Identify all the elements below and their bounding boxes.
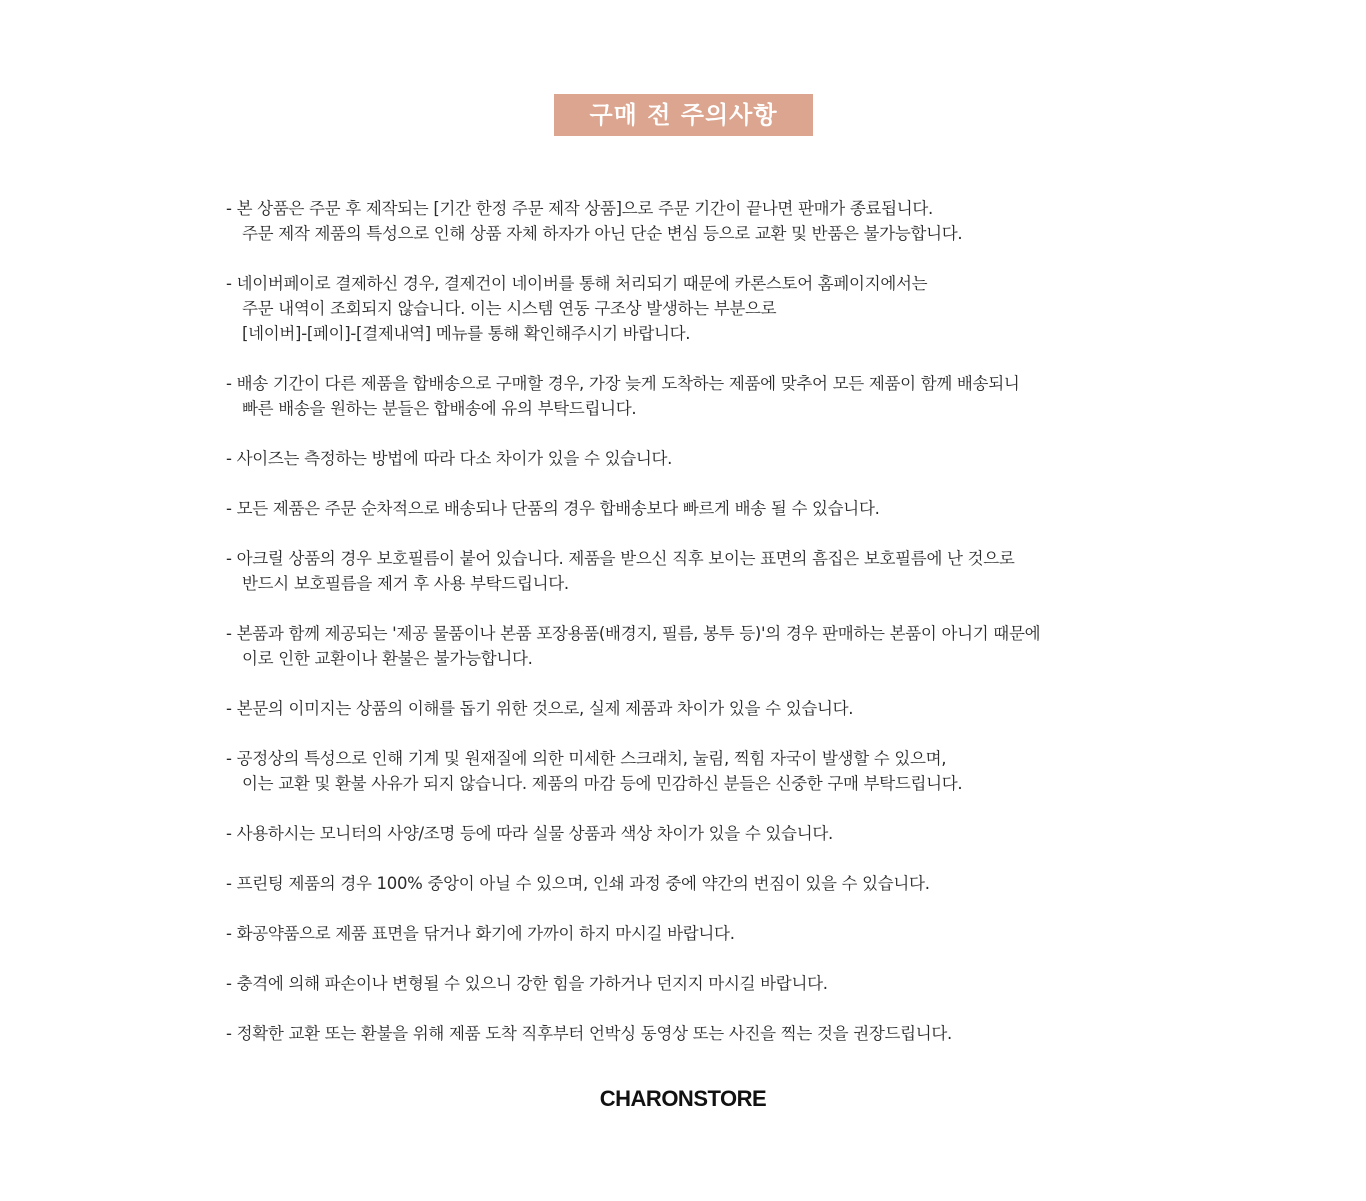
page-title: 구매 전 주의사항 [554, 94, 813, 136]
notice-item [226, 746, 1156, 796]
notice-item [226, 921, 1156, 946]
notice-line: - 정확한 교환 또는 환불을 위해 제품 도착 직후부터 언박싱 동영상 또는 사진을 찍는 것을 권장드립니다. [226, 1024, 952, 1043]
notice-item [226, 971, 1156, 996]
notice-line: - 네이버페이로 결제하신 경우, 결제건이 네이버를 통해 처리되기 때문에 카론스토어 홈페이지에서는 [226, 274, 928, 293]
notice-line: 이는 교환 및 환불 사유가 되지 않습니다. 제품의 마감 등에 민감하신 분들은 신중한 구매 부탁드립니다. [242, 774, 963, 793]
notice-line: - 본 상품은 주문 후 제작되는 [기간 한정 주문 제작 상품]으로 주문 기간이 끝나면 판매가 종료됩니다. [226, 199, 933, 218]
notice-item [226, 496, 1156, 521]
notice-item [226, 271, 1156, 346]
notice-item [226, 546, 1156, 596]
notice-item [226, 196, 1156, 246]
notice-list [226, 196, 1156, 1071]
notice-line: - 아크릴 상품의 경우 보호필름이 붙어 있습니다. 제품을 받으신 직후 보이는 표면의 흠집은 보호필름에 난 것으로 [226, 549, 1015, 568]
brand-logo: CHARONSTORE [599, 1086, 767, 1111]
notice-item [226, 696, 1156, 721]
notice-line: - 본품과 함께 제공되는 '제공 물품이나 본품 포장용품(배경지, 필름, 봉투 등)'의 경우 판매하는 본품이 아니기 때문에 [226, 624, 1041, 643]
notice-item [226, 1021, 1156, 1046]
notice-line: - 사용하시는 모니터의 사양/조명 등에 따라 실물 상품과 색상 차이가 있을 수 있습니다. [226, 824, 833, 843]
notice-line: - 본문의 이미지는 상품의 이해를 돕기 위한 것으로, 실제 제품과 차이가 있을 수 있습니다. [226, 699, 854, 718]
notice-line: 이로 인한 교환이나 환불은 불가능합니다. [242, 649, 533, 668]
notice-line: - 배송 기간이 다른 제품을 합배송으로 구매할 경우, 가장 늦게 도착하는 제품에 맞추어 모든 제품이 함께 배송되니 [226, 374, 1020, 393]
notice-line: - 공정상의 특성으로 인해 기계 및 원재질에 의한 미세한 스크래치, 눌림, 찍힘 자국이 발생할 수 있으며, [226, 749, 947, 768]
notice-item [226, 446, 1156, 471]
notice-line: [네이버]-[페이]-[결제내역] 메뉴를 통해 확인해주시기 바랍니다. [242, 324, 691, 343]
notice-line: - 프린팅 제품의 경우 100% 중앙이 아닐 수 있으며, 인쇄 과정 중에 약간의 번짐이 있을 수 있습니다. [226, 874, 930, 893]
notice-line: 반드시 보호필름을 제거 후 사용 부탁드립니다. [242, 574, 569, 593]
notice-item [226, 871, 1156, 896]
notice-line: 주문 내역이 조회되지 않습니다. 이는 시스템 연동 구조상 발생하는 부분으로 [242, 299, 777, 318]
notice-item [226, 371, 1156, 421]
notice-item [226, 821, 1156, 846]
notice-line: - 모든 제품은 주문 순차적으로 배송되나 단품의 경우 합배송보다 빠르게 배송 될 수 있습니다. [226, 499, 880, 518]
notice-line: - 화공약품으로 제품 표면을 닦거나 화기에 가까이 하지 마시길 바랍니다. [226, 924, 735, 943]
notice-item [226, 621, 1156, 671]
notice-line: 주문 제작 제품의 특성으로 인해 상품 자체 하자가 아닌 단순 변심 등으로 교환 및 반품은 불가능합니다. [242, 224, 963, 243]
notice-line: 빠른 배송을 원하는 분들은 합배송에 유의 부탁드립니다. [242, 399, 637, 418]
notice-line: - 사이즈는 측정하는 방법에 따라 다소 차이가 있을 수 있습니다. [226, 449, 673, 468]
notice-line: - 충격에 의해 파손이나 변형될 수 있으니 강한 힘을 가하거나 던지지 마시길 바랍니다. [226, 974, 828, 993]
